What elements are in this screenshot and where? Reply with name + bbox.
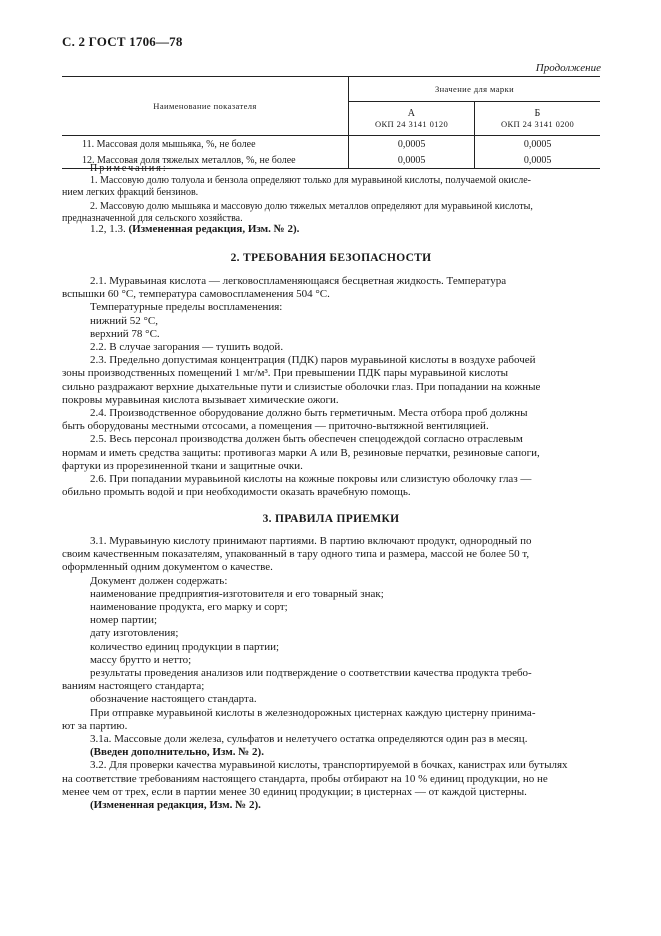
sec2-line: нижний 52 °С, bbox=[90, 314, 159, 327]
sec3-line: наименование предприятия-изготовителя и его товарный знак; bbox=[90, 587, 384, 600]
sec3-line: ваниям настоящего стандарта; bbox=[62, 680, 205, 693]
sec3-line-bold: (Измененная редакция, Изм. № 2). bbox=[90, 799, 261, 812]
amendment-note-1 bbox=[62, 223, 600, 236]
sec3-line: массу брутто и нетто; bbox=[90, 653, 192, 666]
row-value-b: 0,0005 bbox=[475, 152, 600, 169]
row-name: 12. Массовая доля тяжелых металлов, %, не более bbox=[82, 155, 296, 166]
sec3-line-bold: (Введен дополнительно, Изм. № 2). bbox=[90, 746, 264, 759]
sec3-line: наименование продукта, его марку и сорт; bbox=[90, 601, 288, 614]
section-2-body bbox=[62, 275, 600, 499]
sec3-line: оформленный одним документом о качестве. bbox=[62, 561, 273, 574]
section-3-body bbox=[62, 535, 600, 812]
sec2-line: 2.1. Муравьиная кислота — легковоспламеняющаяся бесцветная жидкость. Температура bbox=[90, 275, 507, 287]
sec3-line: обозначение настоящего стандарта. bbox=[90, 693, 257, 706]
sec3-line: Документ должен содержать: bbox=[90, 574, 228, 587]
note-1-line-1: 1. Массовую долю толуола и бензола определяют только для муравьиной кислоты, получаемой окисле- bbox=[90, 175, 531, 186]
sec2-line: вспышки 60 °С, температура самовоспламенения 504 °С. bbox=[62, 288, 330, 301]
grade-b-code: ОКП 24 3141 0200 bbox=[500, 119, 575, 129]
value-header: Значение для марки bbox=[349, 77, 601, 102]
note-1-line-2: нием легких фракций бензинов. bbox=[62, 187, 199, 198]
table-notes bbox=[62, 163, 600, 225]
continuation-label: Продолжение bbox=[535, 62, 601, 74]
section-2-title: 2. ТРЕБОВАНИЯ БЕЗОПАСНОСТИ bbox=[230, 252, 432, 264]
sec2-line: нормам и иметь средства защиты: противогаз марки А или В, резиновые перчатки, резиновые сапоги, bbox=[62, 446, 540, 459]
grade-a-code: ОКП 24 3141 0120 bbox=[374, 119, 449, 129]
sec2-line: 2.4. Производственное оборудование должно быть герметичным. Места отбора проб должны bbox=[90, 407, 528, 420]
sec2-line: Температурные пределы воспламенения: bbox=[90, 301, 283, 314]
sec3-line: 3.2. Для проверки качества муравьиной кислоты, транспортируемой в бочках, канистрах или бутылях bbox=[90, 759, 568, 772]
grade-b-letter: Б bbox=[534, 108, 541, 119]
sec3-line: результаты проведения анализов или подтверждение о соответствии качества продукта требо- bbox=[90, 667, 532, 680]
row-value-a: 0,0005 bbox=[349, 152, 475, 169]
sec2-line: быть оборудованы местными отсосами, а помещения — приточно-вытяжной вентиляцией. bbox=[62, 420, 489, 433]
sec2-line: зоны производственных помещений 1 мг/м³. При превышении ПДК пары муравьиной кислоты bbox=[62, 367, 509, 380]
grade-a-letter: А bbox=[407, 108, 416, 119]
sec2-line: 2.5. Весь персонал производства должен быть обеспечен спецодеждой согласно отраслевым bbox=[90, 433, 523, 446]
note-2-line-2: предназначенной для сельского хозяйства. bbox=[62, 213, 243, 224]
row-name: 11. Массовая доля мышьяка, %, не более bbox=[82, 139, 256, 150]
section-3-title: 3. ПРАВИЛА ПРИЕМКИ bbox=[262, 513, 400, 525]
sec3-line: 3.1а. Массовые доли железа, сульфатов и нелетучего остатка определяются один раз в месяц. bbox=[90, 733, 528, 746]
row-value-a: 0,0005 bbox=[349, 136, 475, 153]
sec2-line: 2.2. В случае загорания — тушить водой. bbox=[90, 341, 284, 354]
sec2-line: покровы муравьиная кислота вызывает химические ожоги. bbox=[62, 393, 339, 406]
indicator-table bbox=[62, 76, 600, 169]
sec2-line: 2.6. При попадании муравьиной кислоты на кожные покровы или слизистую оболочку глаз — bbox=[90, 473, 532, 486]
col-name-header: Наименование показателя bbox=[62, 77, 349, 136]
sec3-line: ют за партию. bbox=[62, 719, 128, 732]
notes-title: Примечания: bbox=[90, 163, 168, 174]
grade-b-header bbox=[475, 102, 600, 136]
sec3-line: своим качественным показателям, упакованный в тару одного типа и размера, массой не более 50 т, bbox=[62, 548, 530, 561]
sec3-line: номер партии; bbox=[90, 614, 158, 627]
sec2-line: 2.3. Предельно допустимая концентрация (ПДК) паров муравьиной кислоты в воздухе рабочей bbox=[90, 354, 536, 367]
sec3-line: количество единиц продукции в партии; bbox=[90, 640, 280, 653]
sec3-line: менее чем от трех, если в партии менее 30 единиц продукции; в цистернах — от каждой цистерны. bbox=[62, 785, 527, 798]
sec3-line: 3.1. Муравьиную кислоту принимают партиями. В партию включают продукт, однородный по bbox=[90, 535, 532, 547]
row-value-b: 0,0005 bbox=[475, 136, 600, 153]
table-row bbox=[62, 136, 600, 153]
sec3-line: дату изготовления; bbox=[90, 627, 179, 640]
grade-a-header bbox=[349, 102, 475, 136]
note-2-line-1: 2. Массовую долю мышьяка и массовую долю тяжелых металлов определяют для муравьиной кислоты, bbox=[90, 201, 533, 212]
sec2-line: сильно раздражают верхние дыхательные пути и слизистые оболочки глаз. При попадании на кожные bbox=[62, 380, 541, 393]
sec3-line: При отправке муравьиной кислоты в железнодорожных цистернах каждую цистерну принима- bbox=[90, 706, 536, 719]
sec2-line: фартуки из прорезиненной ткани и защитные очки. bbox=[62, 459, 303, 472]
sec2-line: обильно промыть водой и при необходимости оказать врачебную помощь. bbox=[62, 486, 411, 499]
amendment-prefix: 1.2, 1.3. bbox=[90, 223, 126, 235]
amendment-bold: (Измененная редакция, Изм. № 2). bbox=[128, 223, 300, 235]
sec3-line: на соответствие требованиям настоящего стандарта, пробы отбирают на 10 % единиц продукции, но не bbox=[62, 772, 548, 785]
page-header: С. 2 ГОСТ 1706—78 bbox=[62, 34, 183, 49]
sec2-line: верхний 78 °С. bbox=[90, 327, 160, 340]
